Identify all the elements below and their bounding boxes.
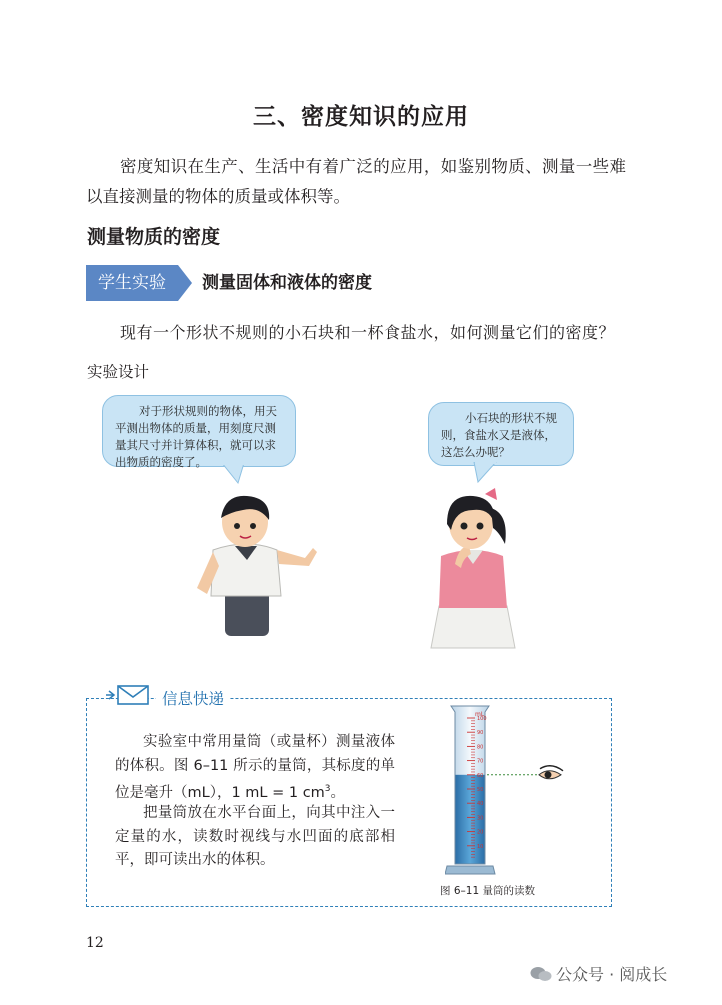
banner-arrow	[178, 265, 192, 301]
watermark	[530, 962, 667, 985]
section-heading: 测量物质的密度	[87, 226, 221, 248]
envelope-icon	[106, 683, 150, 707]
page-title: 三、密度知识的应用	[253, 103, 469, 130]
scale-tick-label: 60	[477, 772, 484, 779]
scale-tick-label: 10	[477, 843, 484, 850]
scale-tick-label: 70	[477, 758, 484, 765]
boy-illustration	[185, 488, 320, 648]
girl-speech-bubble: 小石块的形状不规则，食盐水又是液体，这怎么办呢？	[428, 402, 574, 466]
cm-superscript: 3	[324, 784, 331, 794]
experiment-title: 测量固体和液体的密度	[202, 273, 372, 293]
intro-paragraph: 密度知识在生产、生活中有着广泛的应用，如鉴别物质、测量一些难以直接测量的物体的质量或体积等。	[86, 157, 626, 206]
scale-tick-label: 90	[477, 730, 484, 737]
info-paragraph-1-text: 实验室中常用量筒（或量杯）测量液体的体积。图 6–11 所示的量筒，其标度的单位是毫升（mL），1 mL = 1 cm	[115, 734, 395, 801]
girl-bubble-tail	[470, 462, 500, 484]
info-paragraph-1-end: 。	[330, 784, 346, 801]
question-text: 现有一个形状不规则的小石块和一杯食盐水，如何测量它们的密度？	[120, 323, 616, 342]
scale-tick-label: 20	[477, 829, 484, 836]
boy-bubble-tail	[220, 463, 250, 485]
info-paragraph-2: 把量筒放在水平台面上，向其中注入一定量的水，读数时视线与水凹面的底部相平，即可读出水的体积。	[115, 805, 395, 868]
wechat-icon	[530, 966, 552, 982]
info-label: 信息快递	[156, 687, 230, 709]
scale-tick-label: 40	[477, 801, 484, 808]
girl-illustration	[425, 488, 520, 658]
scale-tick-label: 50	[477, 787, 484, 793]
unit-label: mL	[475, 711, 485, 718]
scale-tick-label: 100	[477, 716, 487, 722]
watermark-text: 公众号 · 阅成长	[556, 965, 668, 984]
eye-icon	[539, 766, 563, 779]
graduated-cylinder	[445, 702, 575, 882]
experiment-tag: 学生实验	[86, 265, 178, 301]
boy-speech-bubble: 对于形状规则的物体，用天平测出物体的质量，用刻度尺测量其尺寸并计算体积，就可以求出物质的密度了。	[102, 395, 296, 467]
scale-tick-label: 80	[477, 744, 484, 751]
page-number: 12	[86, 935, 104, 951]
info-paragraph-1	[115, 731, 395, 805]
scale-tick-label: 30	[477, 815, 484, 822]
figure-caption: 图 6–11 量筒的读数	[440, 885, 535, 897]
design-label: 实验设计	[87, 363, 150, 381]
